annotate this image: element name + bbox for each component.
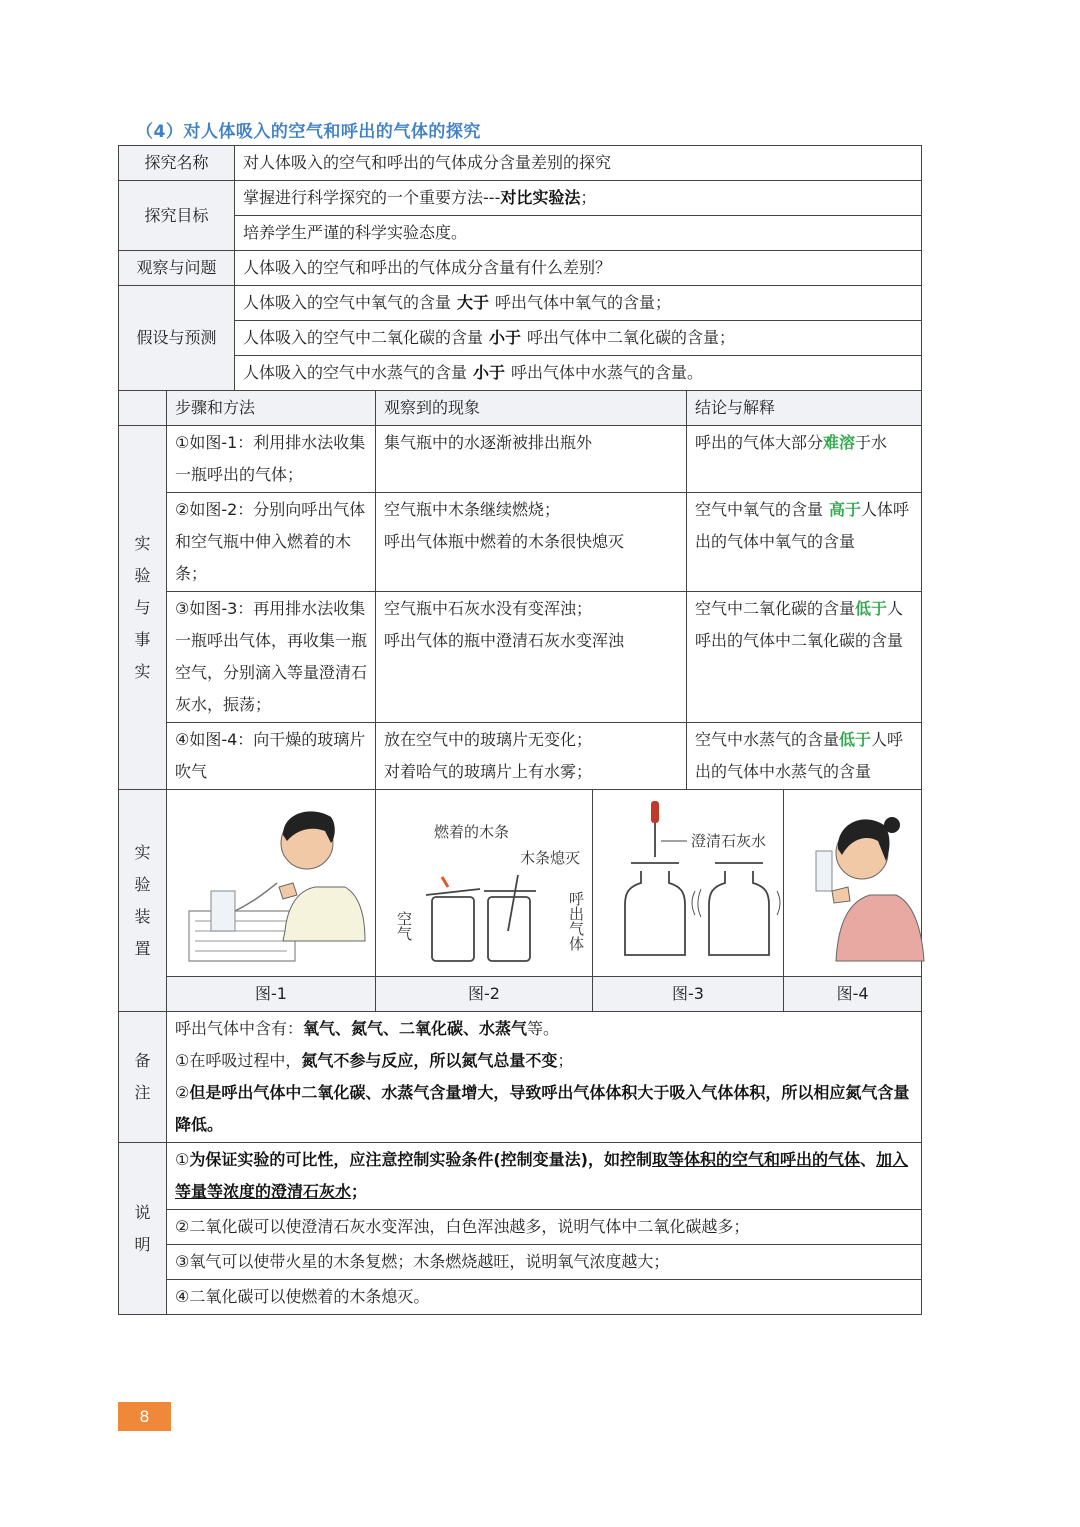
section-title: （4）对人体吸入的空气和呼出的气体的探究 [136,122,481,142]
row-inquiry-name [119,146,922,181]
header-conclusion: 结论与解释 [687,391,922,426]
girl-figure [832,817,924,961]
figure-3-cell [593,790,784,977]
value-hypothesis-2: 人体吸入的空气中二氧化碳的含量 小于 呼出气体中二氧化碳的含量； [235,321,922,356]
row-experiment-header [119,391,922,426]
step3-phenomenon: 空气瓶中石灰水没有变浑浊； 呼出气体的瓶中澄清石灰水变浑浊 [376,592,687,723]
header-phenomenon: 观察到的现象 [376,391,687,426]
row-observation [119,251,922,286]
notes-content [167,1012,922,1143]
notes-line-2: ①在呼吸过程中，氮气不参与反应，所以氮气总量不变； [175,1051,574,1070]
row-notes [119,1012,922,1143]
collection-bottle [211,891,235,931]
step1-method: ①如图-1：利用排水法收集一瓶呼出的气体； [167,426,376,493]
figure-4-cell [784,790,922,977]
label-breath: 呼出气体 [567,891,586,951]
step3-method: ③如图-3：再用排水法收集一瓶呼出气体，再收集一瓶空气，分别滴入等量澄清石灰水，振荡； [167,592,376,723]
figure-2-burning-splints [384,791,601,975]
row-hypothesis-1 [119,286,922,321]
step4-conclusion: 空气中水蒸气的含量低于人呼出的气体中水蒸气的含量 [687,723,922,790]
label-burning-splint: 燃着的木条 [434,823,510,841]
step4-method: ④如图-4：向干燥的玻璃片吹气 [167,723,376,790]
row-goal-1 [119,181,922,216]
step4-phenomenon: 放在空气中的玻璃片无变化； 对着哈气的玻璃片上有水雾； [376,723,687,790]
row-hypothesis-3 [119,356,922,391]
figure-4-girl-glass [792,791,929,975]
label-inquiry-name: 探究名称 [119,146,235,181]
jar-air [426,889,480,961]
step2-phenomenon: 空气瓶中木条继续燃烧； 呼出气体瓶中燃着的木条很快熄灭 [376,493,687,592]
value-inquiry-name: 对人体吸入的空气和呼出的气体成分含量差别的探究 [235,146,922,181]
header-method: 步骤和方法 [167,391,376,426]
row-explanation-3 [119,1245,922,1280]
step1-phenomenon: 集气瓶中的水逐渐被排出瓶外 [376,426,687,493]
step2-method: ②如图-2：分别向呼出气体和空气瓶中伸入燃着的木条； [167,493,376,592]
row-step-2 [119,493,922,592]
step1-conclusion: 呼出的气体大部分难溶于水 [687,426,922,493]
row-apparatus-figures [119,790,922,977]
glass-plate [816,851,832,891]
notes-line-3: ②但是呼出气体中二氧化碳、水蒸气含量增大，导致呼出气体体积大于吸入气体体积，所以相应氮气含量降低。 [175,1083,910,1134]
label-limewater: 澄清石灰水 [691,832,767,850]
step2-conclusion: 空气中氧气的含量 高于人体呼出的气体中氧气的含量 [687,493,922,592]
figure-1-boy-water-collection [175,791,383,975]
label-apparatus: 实 验 装 置 [119,790,167,1012]
figure-3-limewater [601,791,792,975]
row-explanation-2 [119,1210,922,1245]
label-observation: 观察与问题 [119,251,235,286]
label-explanation: 说 明 [119,1143,167,1315]
label-experiment-facts: 实 验 与 事 实 [119,426,167,790]
jar-right [709,863,769,955]
value-goal-1: 掌握进行科学探究的一个重要方法---对比实验法； [235,181,922,216]
figure-2-cell [376,790,593,977]
explanation-item-1: ①为保证实验的可比性，应注意控制实验条件(控制变量法)，如控制取等体积的空气和呼出的气体、加入等量等浓度的澄清石灰水； [167,1143,922,1210]
label-air: 空气 [395,911,414,941]
value-hypothesis-3: 人体吸入的空气中水蒸气的含量 小于 呼出气体中水蒸气的含量。 [235,356,922,391]
page-number: 8 [118,1402,171,1431]
figure-1-cell [167,790,376,977]
header-blank [119,391,167,426]
caption-fig-2: 图-2 [376,977,593,1012]
boy-figure [279,811,365,941]
row-explanation-4 [119,1280,922,1315]
explanation-item-3: ③氧气可以使带火星的木条复燃；木条燃烧越旺，说明氧气浓度越大； [167,1245,922,1280]
label-splint-out: 木条熄灭 [520,849,581,867]
row-step-3 [119,592,922,723]
water-trough [189,911,295,961]
straw [235,883,277,911]
caption-fig-4: 图-4 [784,977,922,1012]
label-goal: 探究目标 [119,181,235,251]
row-explanation-1 [119,1143,922,1210]
value-goal-2: 培养学生严谨的科学实验态度。 [235,216,922,251]
jar-breath [484,875,536,961]
value-observation: 人体吸入的空气和呼出的气体成分含量有什么差别？ [235,251,922,286]
row-step-4 [119,723,922,790]
explanation-item-4: ④二氧化碳可以使燃着的木条熄灭。 [167,1280,922,1315]
explanation-item-2: ②二氧化碳可以使澄清石灰水变浑浊，白色浑浊越多，说明气体中二氧化碳越多； [167,1210,922,1245]
row-step-1 [119,426,922,493]
row-apparatus-captions [119,977,922,1012]
caption-fig-3: 图-3 [593,977,784,1012]
label-hypothesis: 假设与预测 [119,286,235,391]
jar-left [625,863,685,955]
flame [442,877,448,887]
dropper [651,801,659,857]
row-hypothesis-2 [119,321,922,356]
row-goal-2 [119,216,922,251]
label-notes: 备 注 [119,1012,167,1143]
notes-line-1: 呼出气体中含有：氧气、氮气、二氧化碳、水蒸气等。 [175,1019,560,1038]
caption-fig-1: 图-1 [167,977,376,1012]
inquiry-table [118,145,922,1315]
step3-conclusion: 空气中二氧化碳的含量低于人呼出的气体中二氧化碳的含量 [687,592,922,723]
value-hypothesis-1: 人体吸入的空气中氧气的含量 大于 呼出气体中氧气的含量； [235,286,922,321]
